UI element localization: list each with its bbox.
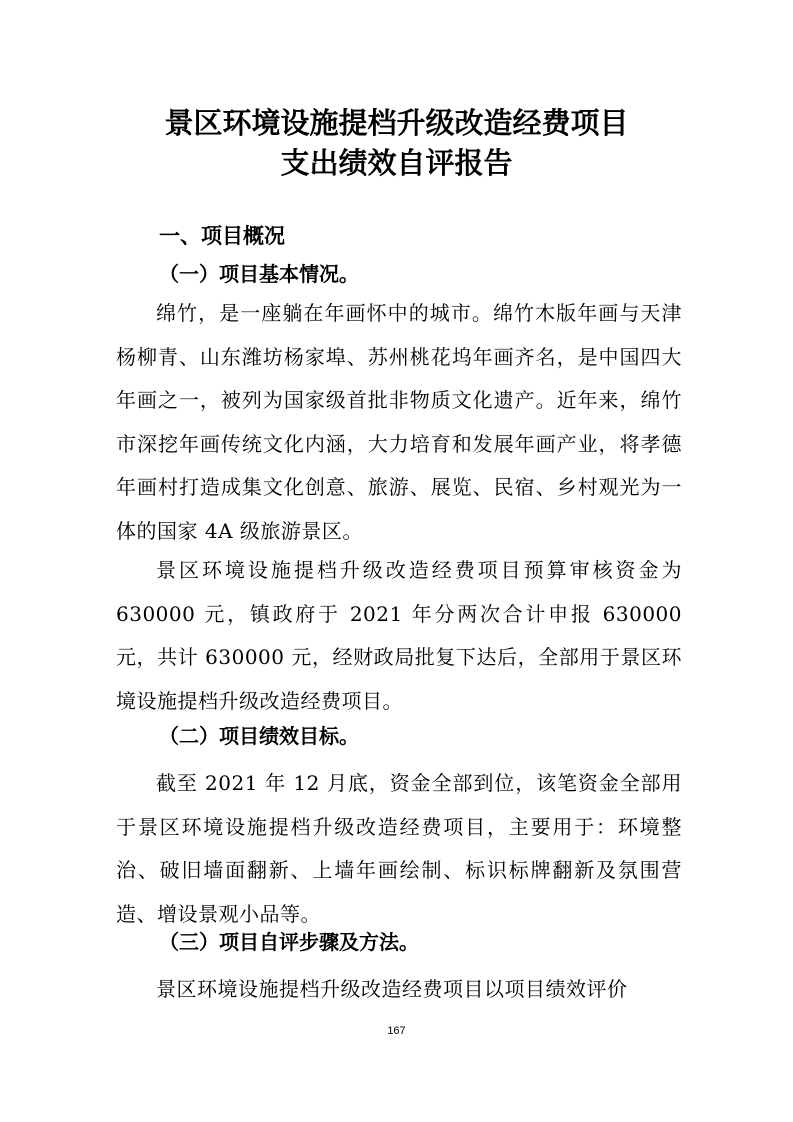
subsection-heading-basic-info: （一）项目基本情况。 — [159, 262, 359, 286]
page-number: 167 — [387, 1025, 406, 1037]
paragraph-performance-goals: 截至 2021 年 12 月底，资金全部到位，该笔资金全部用于景区环境设施提档升级改造经费项目，主要用于：环境整治、破旧墙面翻新、上墙年画绘制、标识标牌翻新及氛围营造、增设景观小品等。 — [116, 771, 682, 926]
document-title-line2: 支出绩效自评报告 — [280, 146, 513, 180]
paragraph-evaluation-method: 景区环境设施提档升级改造经费项目以项目绩效评价 — [156, 977, 628, 1001]
document-title-line1: 景区环境设施提档升级改造经费项目 — [164, 106, 629, 140]
subsection-heading-evaluation-method: （三）项目自评步骤及方法。 — [159, 930, 419, 954]
subsection-heading-performance-goals: （二）项目绩效目标。 — [159, 724, 359, 748]
paragraph-basic-info: 绵竹，是一座躺在年画怀中的城市。绵竹木版年画与天津杨柳青、山东潍坊杨家埠、苏州桃花坞年画齐名，是中国四大年画之一，被列为国家级首批非物质文化遗产。近年来，绵竹市深挖年画传统文化内涵，大力培育和发展年画产业，将孝德年画村打造成集文化创意、旅游、展览、民宿、乡村观光为一体的国家 4A 级旅游景区。 — [116, 301, 682, 543]
section-heading-overview: 一、项目概况 — [159, 224, 285, 248]
paragraph-budget: 景区环境设施提档升级改造经费项目预算审核资金为630000 元，镇政府于 2021 年分两次合计申报 630000 元，共计 630000 元，经财政局批复下达后，全部用于景区环境设施提档升级改造经费项目。 — [116, 558, 682, 713]
